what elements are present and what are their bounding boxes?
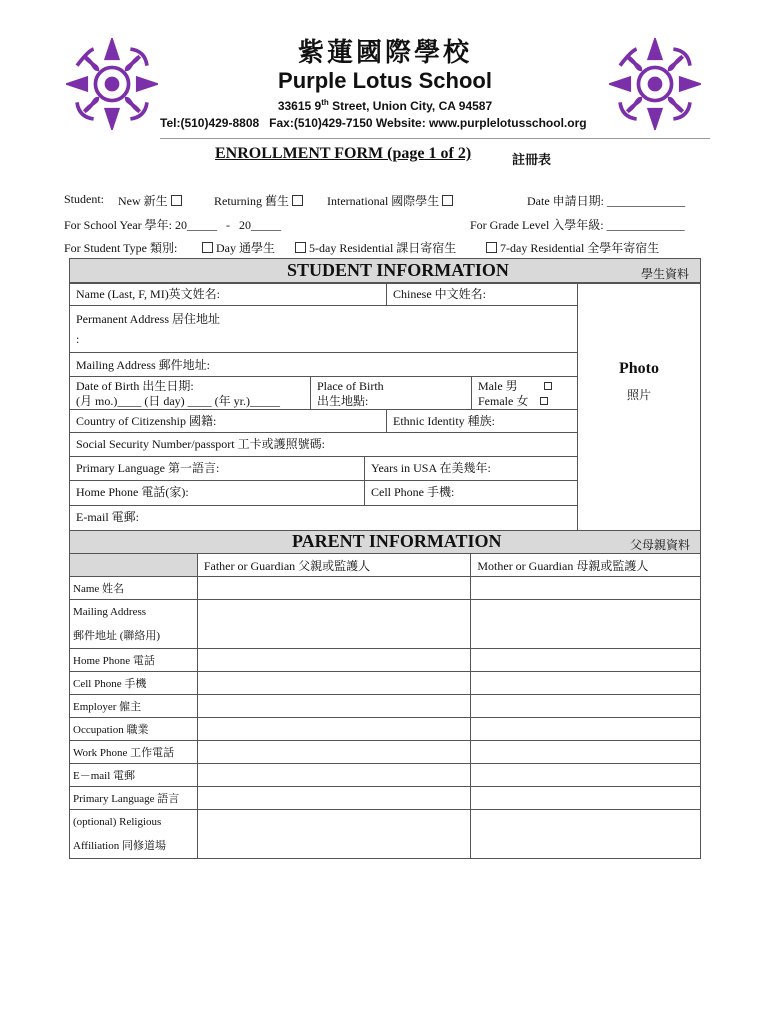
seven-day-checkbox[interactable]	[486, 242, 497, 253]
five-day-option[interactable]	[295, 239, 456, 256]
school-contact: Tel:(510)429-8808 Fax:(510)429-7150 Website: www.purplelotusschool.org	[160, 116, 587, 130]
table-row	[70, 810, 701, 859]
mother-cell-phone-input[interactable]	[471, 672, 701, 695]
mother-mailing-address-input[interactable]	[471, 600, 701, 649]
table-row	[70, 600, 701, 649]
international-student-label: International 國際學生	[327, 194, 440, 208]
mother-employer-input[interactable]	[471, 695, 701, 718]
female-checkbox[interactable]	[540, 397, 548, 405]
citizenship-field[interactable]: Country of Citizenship 國籍:	[69, 409, 387, 433]
mother-home-phone-input[interactable]	[471, 649, 701, 672]
mailing-address-label: Mailing Address	[73, 606, 147, 618]
male-label: Male 男	[478, 379, 518, 393]
student-info-title: STUDENT INFORMATION	[287, 260, 509, 280]
school-chinese-name: 紫蓮國際學校	[297, 37, 472, 67]
male-checkbox[interactable]	[544, 382, 552, 390]
student-info-title-chinese: 學生資料	[641, 267, 690, 281]
address-street: Street, Union City, CA 94587	[328, 99, 493, 113]
permanent-address-field[interactable]	[69, 305, 578, 353]
mother-primary-language-input[interactable]	[471, 787, 701, 810]
school-address	[0, 98, 770, 113]
father-employer-input[interactable]	[197, 695, 471, 718]
permanent-address-label: Permanent Address 居住地址	[76, 312, 220, 326]
header-divider	[160, 138, 710, 139]
photo-label-chinese: 照片	[626, 388, 651, 402]
male-option[interactable]	[478, 379, 571, 394]
parent-table	[69, 553, 701, 859]
father-home-phone-input[interactable]	[197, 649, 471, 672]
address-superscript: th	[321, 98, 329, 107]
parent-info-title: PARENT INFORMATION	[292, 531, 502, 551]
years-in-usa-field[interactable]: Years in USA 在美幾年:	[364, 456, 578, 481]
mother-email-input[interactable]	[471, 764, 701, 787]
application-date-field[interactable]: Date 申請日期: _____________	[527, 194, 685, 208]
email-field[interactable]: E-mail 電郵:	[69, 505, 578, 531]
parent-header-row	[70, 554, 701, 577]
parent-occupation-label: Occupation 職業	[70, 718, 198, 741]
mailing-address-field[interactable]: Mailing Address 郵件地址:	[69, 352, 578, 377]
parent-info-title-chinese: 父母親資料	[630, 538, 691, 552]
student-label: Student:	[64, 192, 105, 206]
dob-format: (月 mo.)____ (日 day) ____ (年 yr.)_____	[76, 394, 280, 408]
parent-employer-label: Employer 僱主	[70, 695, 198, 718]
mother-work-phone-input[interactable]	[471, 741, 701, 764]
seven-day-option[interactable]	[486, 239, 659, 256]
day-student-option[interactable]	[202, 239, 275, 256]
table-row	[70, 649, 701, 672]
school-name: Purple Lotus School	[278, 68, 492, 93]
table-row	[70, 672, 701, 695]
returning-student-option[interactable]	[214, 192, 306, 209]
form-title: ENROLLMENT FORM (page 1 of 2)	[215, 145, 472, 162]
date-of-birth-field[interactable]	[69, 376, 311, 410]
day-student-checkbox[interactable]	[202, 242, 213, 253]
ethnic-identity-field[interactable]: Ethnic Identity 種族:	[386, 409, 578, 433]
mother-religious-input[interactable]	[471, 810, 701, 859]
female-option[interactable]	[478, 394, 571, 409]
cell-phone-field[interactable]: Cell Phone 手機:	[364, 480, 578, 506]
student-chinese-name-field[interactable]: Chinese 中文姓名:	[386, 283, 578, 306]
pob-label-chinese: 出生地點:	[317, 394, 369, 408]
form-title-chinese: 註冊表	[512, 152, 552, 167]
parent-cell-phone-label: Cell Phone 手機	[70, 672, 198, 695]
table-row	[70, 787, 701, 810]
international-student-checkbox[interactable]	[442, 195, 453, 206]
father-cell-phone-input[interactable]	[197, 672, 471, 695]
table-row	[70, 741, 701, 764]
table-row	[70, 718, 701, 741]
father-mailing-address-input[interactable]	[197, 600, 471, 649]
new-student-label: New 新生	[118, 194, 168, 208]
seven-day-label: 7-day Residential 全學年寄宿生	[500, 241, 660, 255]
father-guardian-header: Father or Guardian 父親或監護人	[197, 554, 471, 577]
returning-student-checkbox[interactable]	[292, 195, 303, 206]
parent-primary-language-label: Primary Language 語言	[70, 787, 198, 810]
mother-occupation-input[interactable]	[471, 718, 701, 741]
parent-home-phone-label: Home Phone 電話	[70, 649, 198, 672]
parent-religious-label	[70, 810, 198, 859]
father-name-input[interactable]	[197, 577, 471, 600]
new-student-option[interactable]	[118, 192, 185, 209]
parent-work-phone-label: Work Phone 工作電話	[70, 741, 198, 764]
pob-label: Place of Birth	[317, 379, 384, 393]
table-row	[70, 577, 701, 600]
mother-name-input[interactable]	[471, 577, 701, 600]
female-label: Female 女	[478, 394, 529, 408]
grade-level-field[interactable]: For Grade Level 入學年級: _____________	[470, 218, 685, 232]
place-of-birth-field[interactable]	[310, 376, 472, 410]
five-day-label: 5-day Residential 課日寄宿生	[309, 241, 457, 255]
religious-label: (optional) Religious	[73, 816, 162, 828]
parent-email-label: E－mail 電郵	[70, 764, 198, 787]
dob-label: Date of Birth 出生日期:	[76, 379, 194, 393]
primary-language-field[interactable]: Primary Language 第一語言:	[69, 456, 365, 481]
returning-student-label: Returning 舊生	[214, 194, 289, 208]
photo-box	[577, 283, 701, 531]
father-occupation-input[interactable]	[197, 718, 471, 741]
photo-label: Photo	[619, 360, 659, 377]
new-student-checkbox[interactable]	[171, 195, 182, 206]
parent-header-blank	[70, 554, 198, 577]
father-primary-language-input[interactable]	[197, 787, 471, 810]
table-row	[70, 764, 701, 787]
day-student-label: Day 通學生	[216, 241, 275, 255]
father-email-input[interactable]	[197, 764, 471, 787]
father-work-phone-input[interactable]	[197, 741, 471, 764]
home-phone-field[interactable]: Home Phone 電話(家):	[69, 480, 365, 506]
student-type-label: For Student Type 類別:	[64, 241, 178, 255]
five-day-checkbox[interactable]	[295, 242, 306, 253]
ssn-passport-field[interactable]: Social Security Number/passport 工卡或護照號碼:	[69, 432, 578, 457]
father-religious-input[interactable]	[197, 810, 471, 859]
international-student-option[interactable]	[327, 192, 456, 209]
address-number: 33615 9	[277, 99, 322, 113]
table-row	[70, 695, 701, 718]
parent-name-label: Name 姓名	[70, 577, 198, 600]
mother-guardian-header: Mother or Guardian 母親或監護人	[471, 554, 701, 577]
religious-label-chinese: Affiliation 同修道場	[73, 840, 166, 852]
student-name-field[interactable]: Name (Last, F, MI)英文姓名:	[69, 283, 387, 306]
parent-mailing-address-label	[70, 600, 198, 649]
school-year-field[interactable]: For School Year 學年: 20_____ - 20_____	[64, 218, 282, 232]
gender-field	[471, 376, 578, 410]
permanent-address-colon: :	[76, 332, 80, 346]
mailing-address-label-chinese: 郵件地址 (聯絡用)	[73, 630, 161, 642]
